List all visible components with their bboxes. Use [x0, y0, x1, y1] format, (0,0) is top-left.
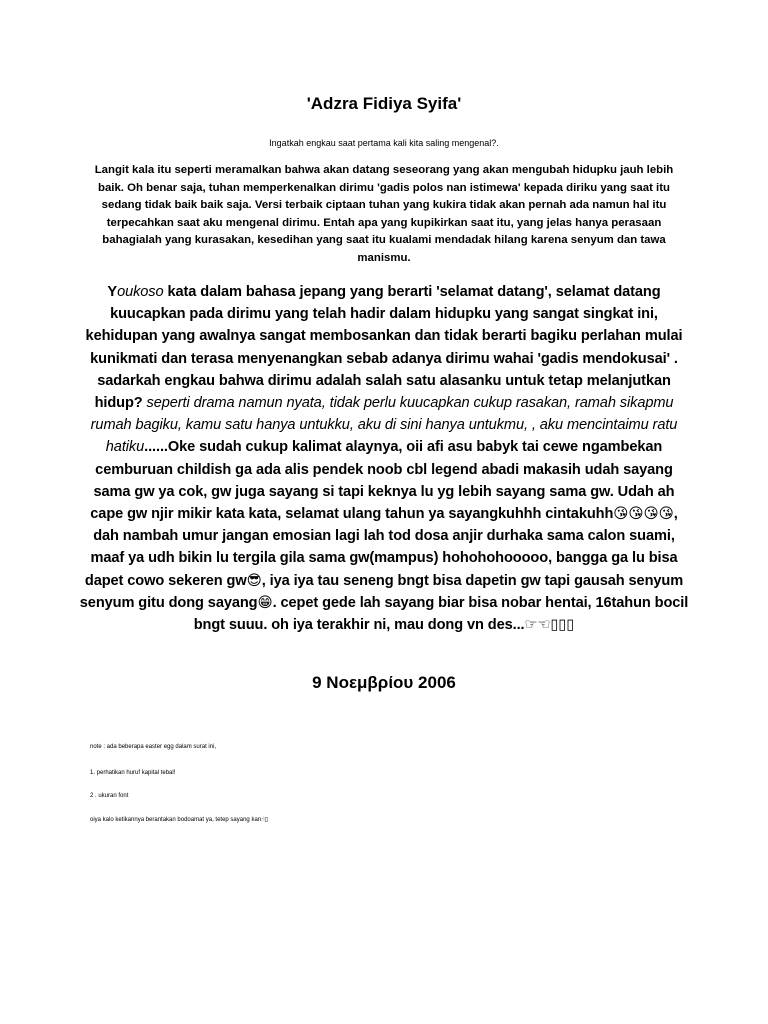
letter-title: 'Adzra Fidiya Syifa': [306, 94, 462, 113]
italic-text: seperti drama namun nyata, tidak perlu kuucapkan cukup rasakan, ramah sikapmu rumah bagiku, kamu satu hanya untukku, aku di sini hanya untukmu, , aku mencintaimu ratu hatiku: [90, 395, 678, 456]
note-line: note : ada beberapa easter egg dalam surat ini,: [90, 744, 217, 750]
letter-date: 9 Νοεμβρίου 2006: [312, 673, 456, 692]
main-paragraph: [76, 281, 692, 636]
letter-subtitle: Ingatkah engkau saat pertama kali kita saling mengenal?.: [269, 138, 499, 148]
intro-paragraph: Langit kala itu seperti meramalkan bahwa akan datang seseorang yang akan mengubah hidupku jauh lebih baik. Oh benar saja, tuhan memperkenalkan dirimu 'gadis polos nan istimewa' kepada diriku yang saat itu sedang tidak baik baik saja. Versi terbaik ciptaan tuhan yang kukira tidak akan pernah ada namun hal itu terpecahkan saat aku mengenal dirimu. Entah apa yang kupikirkan saat itu, yang jelas hanya perasaan bahagialah yang kurasakan, kesedihan yang saat itu kualami mendadak hilang karena senyum dan tawa manismu.: [94, 164, 674, 264]
note-line: 2 . ukuran font: [90, 793, 129, 799]
lead-capital: Y: [107, 284, 118, 300]
note-line: oiya kalo ketikannya berantakan bodoamat ya, tetep sayang kan☝▯: [90, 817, 269, 823]
main-text-part1: kata dalam bahasa jepang yang berarti 'selamat datang', selamat datang kuucapkan pada dirimu yang telah hadir dalam hidupku yang sangat singkat ini, kehidupan yang awalnya sangat membosankan dan tidak berarti bagiku perlahan mulai kunikmati dan terasa menyenangkan sebab adanya dirimu wahai 'gadis mendokusai' . sadarkah engkau bahwa dirimu adalah salah satu alasanku untuk tetap melanjutkan hidup?: [85, 284, 683, 412]
note-line: 1. perhatikan huruf kapital tebal!: [90, 770, 176, 776]
lead-word: oukoso: [117, 284, 164, 300]
main-text-part2: ......Oke sudah cukup kalimat alaynya, oii afi asu babyk tai cewe ngambekan cemburuan childish ga ada alis pendek noob cbl legend abadi makasih udah sayang sama gw ya cok, gw juga sayang si tapi keknya lu yg lebih sayang sama gw. Udah ah cape gw njir mikir kata kata, selamat ulang tahun ya sayangkuhhh cintakuhh😘😘😘😘, dah nambah umur jangan emosian lagi lah tod dosa anjir durhaka sama calon suami, maaf ya udh bikin lu tergila gila sama gw(mampus) hohohohooooo, bangga ga lu bisa dapet cowo sekeren gw😎, iya iya tau seneng bngt bisa dapetin gw tapi gausah senyum senyum gitu dong sayang😁. cepet gede lah sayang biar bisa nobar hentai, 16tahun bocil bngt suuu. oh iya terakhir ni, mau dong vn des...☞☜▯▯▯: [79, 439, 689, 634]
